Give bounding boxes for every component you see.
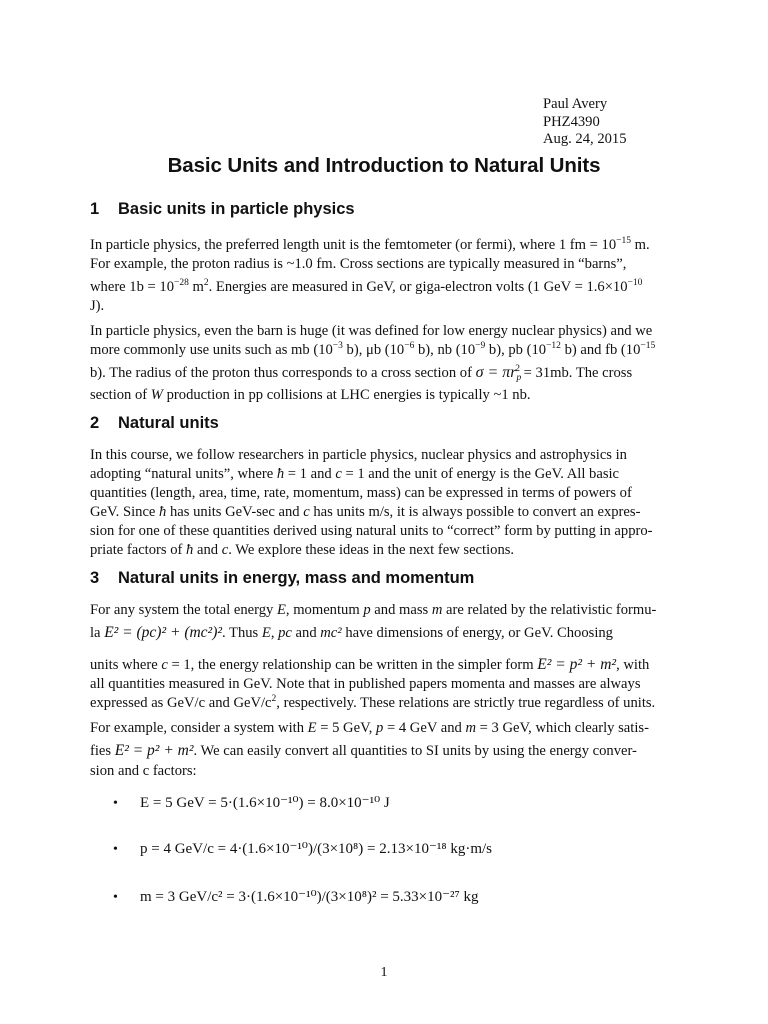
- author-name: Paul Avery: [543, 96, 608, 112]
- equation-mass: m = 3 GeV/c² = 3·(1.6×10⁻¹⁰)/(3×10⁸)² = 5.33×10⁻²⁷ kg: [140, 889, 479, 905]
- page-number: 1: [380, 965, 388, 980]
- bullet-marker: •: [113, 890, 118, 905]
- s3-line-8: sion and c factors:: [90, 763, 197, 779]
- s1-line-1: In particle physics, the preferred length unit is the femtometer (or fermi), where 1 fm = $10^{-15}$ m.: [90, 236, 650, 253]
- s1-line-2: For example, the proton radius is ~1.0 fm. Cross sections are typically measured in “barns”,: [90, 256, 627, 272]
- equation-momentum: p = 4 GeV/c = 4·(1.6×10⁻¹⁰)/(3×10⁸) = 2.13×10⁻¹⁸ kg·m/s: [140, 841, 493, 857]
- s2-line-2: adopting “natural units”, where ħ = 1 and c = 1 and the unit of energy is the GeV. All basic: [90, 466, 620, 482]
- equation-energy: E = 5 GeV = 5·(1.6×10⁻¹⁰) = 8.0×10⁻¹⁰ J: [140, 795, 390, 811]
- section-heading-1: 1 Basic units in particle physics: [90, 200, 355, 218]
- s3-line-6: For example, consider a system with E = 5 GeV, p = 4 GeV and m = 3 GeV, which clearly satis-: [90, 720, 649, 736]
- s3-line-3: units where c = 1, the energy relationship can be written in the simpler form E² = p² + m², with: [90, 656, 650, 673]
- document-date: Aug. 24, 2015: [543, 131, 627, 147]
- s3-line-2: la E² = (pc)² + (mc²)². Thus E, pc and mc² have dimensions of energy, or GeV. Choosing: [90, 624, 613, 641]
- s2-line-5: sion for one of these quantities derived using natural units to “correct” form by putting in appro-: [90, 523, 653, 539]
- section-heading-3: 3 Natural units in energy, mass and momentum: [90, 569, 475, 587]
- s2-line-4: GeV. Since ħ has units GeV-sec and c has units m/s, it is always possible to convert an expres-: [90, 504, 641, 520]
- bullet-marker: •: [113, 796, 118, 811]
- s1-p2-line-4: section of W production in pp collisions at LHC energies is typically ~1 nb.: [90, 387, 531, 403]
- page-title: Basic Units and Introduction to Natural Units: [167, 154, 601, 177]
- s1-p2-line-3: b). The radius of the proton thus corresponds to a cross section of $\sigma = \pi r_p^2 = 31mb$. The cross: [90, 364, 633, 383]
- s3-line-5: expressed as GeV/c and GeV/$c^2$, respectively. These relations are strictly true regardless of units.: [90, 694, 656, 711]
- s2-line-3: quantities (length, area, time, rate, momentum, mass) can be expressed in terms of powers of: [90, 485, 632, 501]
- s3-line-7: fies E² = p² + m². We can easily convert all quantities to SI units by using the energy conver-: [90, 742, 637, 759]
- course-code: PHZ4390: [543, 113, 600, 130]
- author-block: [543, 96, 627, 149]
- bullet-marker: •: [113, 842, 118, 857]
- s1-p2-line-2: more commonly use units such as mb ($10^{-3}$ b), μb ($10^{-6}$ b), nb ($10^{-9}$ b), pb ($10^{-12}$ b) and fb ($10^{-15}$: [90, 341, 656, 358]
- s1-p2-line-1: In particle physics, even the barn is huge (it was defined for low energy nuclear physics) and we: [90, 323, 653, 339]
- s1-line-3: where $1b = 10^{-28}$ $m^2$. Energies are measured in GeV, or giga-electron volts (1 GeV = $1.6\times 10^{-10}$: [90, 278, 643, 295]
- s2-line-6: priate factors of ħ and c. We explore these ideas in the next few sections.: [90, 542, 515, 558]
- section-heading-2: 2 Natural units: [90, 414, 219, 432]
- s3-line-4: all quantities measured in GeV. Note that in published papers momenta and masses are always: [90, 676, 641, 692]
- s3-line-1: For any system the total energy E, momentum p and mass m are related by the relativistic formu-: [90, 602, 657, 618]
- s2-line-1: In this course, we follow researchers in particle physics, nuclear physics and astrophysics in: [90, 447, 627, 463]
- s1-line-4: J).: [90, 298, 105, 314]
